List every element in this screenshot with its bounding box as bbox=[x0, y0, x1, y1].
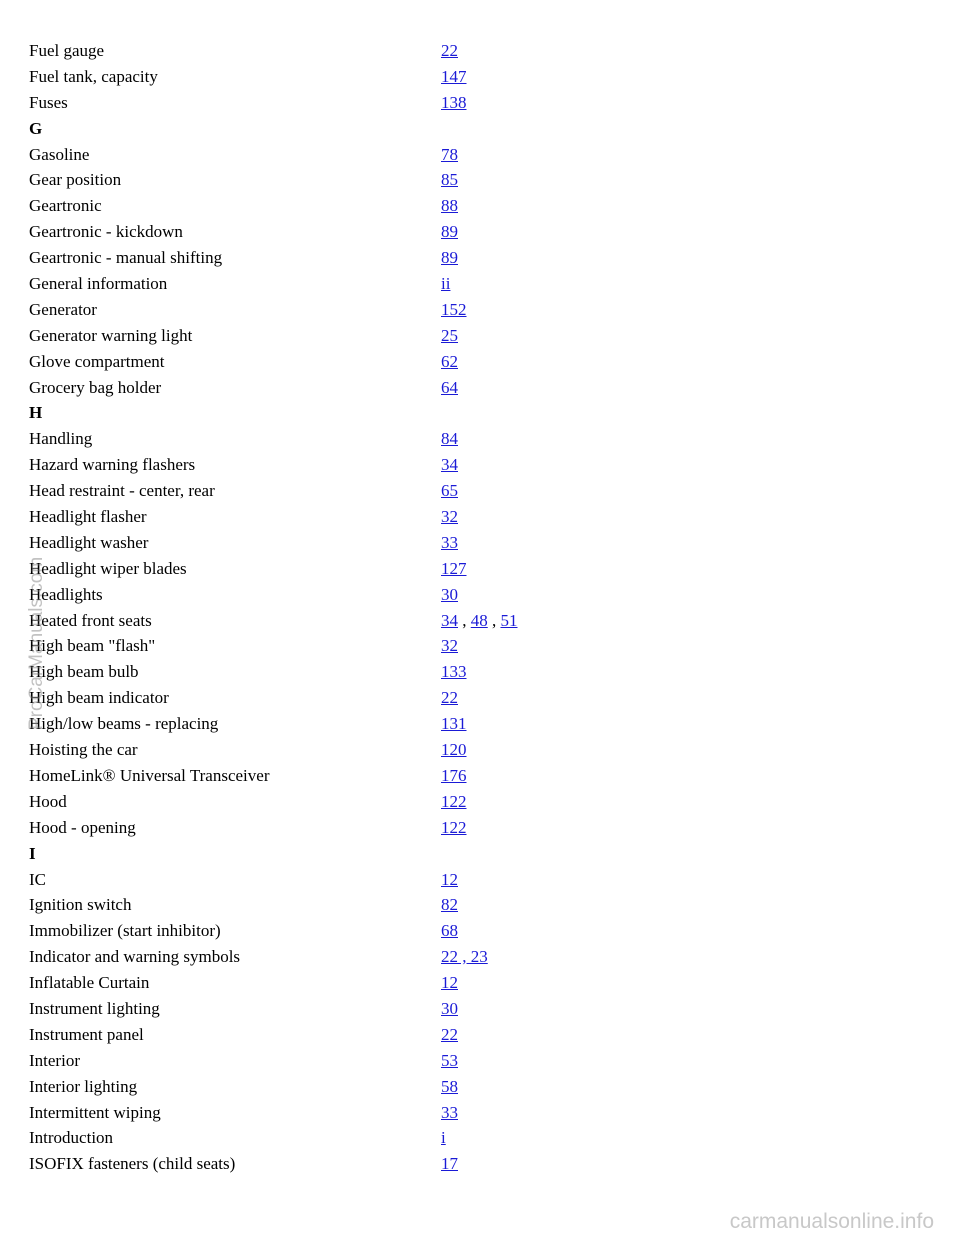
index-term: Handling bbox=[29, 429, 93, 449]
page-link[interactable]: 89 bbox=[441, 222, 458, 242]
index-term: Headlight washer bbox=[29, 532, 149, 552]
page-link[interactable]: 147 bbox=[441, 66, 467, 86]
page-separator: , bbox=[487, 610, 501, 630]
page-link[interactable]: 30 bbox=[441, 998, 458, 1018]
page-references bbox=[441, 892, 458, 918]
page-link[interactable]: 33 bbox=[441, 532, 458, 552]
page-references bbox=[441, 64, 467, 90]
index-term: Generator warning light bbox=[29, 325, 193, 345]
bottom-watermark: carmanualsonline.info bbox=[729, 1210, 934, 1233]
index-entry bbox=[29, 996, 929, 1022]
index-term: ISOFIX fasteners (child seats) bbox=[29, 1154, 236, 1174]
index-term: Gasoline bbox=[29, 144, 90, 164]
index-letter-heading bbox=[29, 400, 929, 426]
index-entry bbox=[29, 1074, 929, 1100]
page-link[interactable]: 58 bbox=[441, 1076, 458, 1096]
page-references bbox=[441, 271, 450, 297]
index-entry bbox=[29, 659, 929, 685]
index-term: Head restraint - center, rear bbox=[29, 481, 215, 501]
index-term: Indicator and warning symbols bbox=[29, 947, 241, 967]
page-references bbox=[441, 297, 467, 323]
index-term: Hazard warning flashers bbox=[29, 455, 196, 475]
page-link[interactable]: 34 bbox=[441, 455, 458, 475]
page-references bbox=[441, 685, 458, 711]
index-entry bbox=[29, 582, 929, 608]
page-link[interactable]: 32 bbox=[441, 636, 458, 656]
index-entry bbox=[29, 530, 929, 556]
index-term: Grocery bag holder bbox=[29, 377, 162, 397]
index-term: Geartronic - manual shifting bbox=[29, 248, 223, 268]
index-entry bbox=[29, 349, 929, 375]
index-term: High/low beams - replacing bbox=[29, 714, 219, 734]
index-term: Immobilizer (start inhibitor) bbox=[29, 921, 221, 941]
page-references bbox=[441, 1125, 446, 1151]
page-references bbox=[441, 608, 518, 634]
index-term: Headlights bbox=[29, 584, 103, 604]
page-references bbox=[441, 737, 467, 763]
page-link[interactable]: 127 bbox=[441, 558, 467, 578]
index-term: General information bbox=[29, 274, 168, 294]
page-references bbox=[441, 1151, 458, 1177]
index-entry bbox=[29, 245, 929, 271]
page-references bbox=[441, 193, 458, 219]
page-link[interactable]: 85 bbox=[441, 170, 458, 190]
page-references bbox=[441, 90, 467, 116]
index-term: Interior bbox=[29, 1050, 80, 1070]
page-references bbox=[441, 1022, 458, 1048]
page-link[interactable]: 12 bbox=[441, 869, 458, 889]
page-references bbox=[441, 944, 488, 970]
page-link[interactable]: 12 bbox=[441, 973, 458, 993]
index-term: High beam bulb bbox=[29, 662, 139, 682]
index-term: Introduction bbox=[29, 1128, 114, 1148]
index-entry bbox=[29, 90, 929, 116]
index-term: Fuel tank, capacity bbox=[29, 66, 158, 86]
page-references bbox=[441, 426, 458, 452]
page-references bbox=[441, 867, 458, 893]
index-entry bbox=[29, 815, 929, 841]
index-entry bbox=[29, 426, 929, 452]
page-link[interactable]: 65 bbox=[441, 481, 458, 501]
page-references bbox=[441, 556, 467, 582]
page-references bbox=[441, 970, 458, 996]
index-term: Heated front seats bbox=[29, 610, 152, 630]
page-link[interactable]: 53 bbox=[441, 1050, 458, 1070]
index-entry bbox=[29, 867, 929, 893]
page-link[interactable]: 48 bbox=[470, 610, 488, 630]
page-link[interactable]: 122 bbox=[441, 817, 467, 837]
index-entry bbox=[29, 64, 929, 90]
page-references bbox=[441, 375, 458, 401]
index-term: High beam indicator bbox=[29, 688, 169, 708]
page-references bbox=[441, 504, 458, 530]
index-term: Fuel gauge bbox=[29, 41, 105, 60]
page-references bbox=[441, 219, 458, 245]
index-entry bbox=[29, 167, 929, 193]
page-link[interactable]: 33 bbox=[441, 1102, 458, 1122]
index-term: Headlight wiper blades bbox=[29, 558, 187, 578]
index-letter-heading bbox=[29, 116, 929, 142]
page-references bbox=[441, 659, 467, 685]
index-entry bbox=[29, 297, 929, 323]
index-entry bbox=[29, 556, 929, 582]
page-references bbox=[441, 789, 467, 815]
index-entry bbox=[29, 918, 929, 944]
page-references bbox=[441, 349, 458, 375]
page-separator: , bbox=[458, 610, 471, 630]
page-references bbox=[441, 167, 458, 193]
index-entry bbox=[29, 711, 929, 737]
index-term: Headlight flasher bbox=[29, 507, 147, 527]
page-link[interactable]: 176 bbox=[441, 765, 467, 785]
page-link[interactable]: 30 bbox=[441, 584, 458, 604]
index-entry bbox=[29, 737, 929, 763]
page-link[interactable]: 22 bbox=[441, 1024, 458, 1044]
index-entry bbox=[29, 1151, 929, 1177]
index-entry bbox=[29, 1125, 929, 1151]
index-entry bbox=[29, 633, 929, 659]
letter-heading-label: G bbox=[29, 118, 43, 138]
page-references bbox=[441, 530, 458, 556]
index-entry bbox=[29, 1048, 929, 1074]
index-entry bbox=[29, 763, 929, 789]
index-term: Hood - opening bbox=[29, 817, 136, 837]
page-link[interactable]: 68 bbox=[441, 921, 458, 941]
index-term: Instrument lighting bbox=[29, 998, 160, 1018]
page-references bbox=[441, 1074, 458, 1100]
index-term: Glove compartment bbox=[29, 351, 165, 371]
letter-heading-label: H bbox=[29, 403, 43, 423]
page-references bbox=[441, 38, 458, 64]
page-references bbox=[441, 452, 458, 478]
index-entry bbox=[29, 142, 929, 168]
page-link[interactable]: 78 bbox=[441, 144, 458, 164]
page-references bbox=[441, 996, 458, 1022]
page-references bbox=[441, 633, 458, 659]
page-link[interactable]: 17 bbox=[441, 1154, 458, 1174]
index-term: Geartronic - kickdown bbox=[29, 222, 183, 242]
index-term: Intermittent wiping bbox=[29, 1102, 161, 1122]
index-entry bbox=[29, 789, 929, 815]
page-references bbox=[441, 711, 467, 737]
page-link[interactable]: 32 bbox=[441, 507, 458, 527]
side-watermark-text: ProCarManuals.com bbox=[26, 556, 47, 730]
index-letter-heading bbox=[29, 841, 929, 867]
index-entry bbox=[29, 1100, 929, 1126]
page-references bbox=[441, 1100, 458, 1126]
index-entry bbox=[29, 452, 929, 478]
index-entry bbox=[29, 478, 929, 504]
index-entry bbox=[29, 944, 929, 970]
page-link[interactable]: 138 bbox=[441, 92, 467, 112]
index-entry bbox=[29, 892, 929, 918]
index-entry bbox=[29, 193, 929, 219]
page-link[interactable]: 62 bbox=[441, 351, 458, 371]
index-term: Generator bbox=[29, 299, 97, 319]
index-term: HomeLink® Universal Transceiver bbox=[29, 765, 270, 785]
page-references bbox=[441, 918, 458, 944]
index-entry bbox=[29, 323, 929, 349]
page-link[interactable]: 22 , 23 bbox=[441, 947, 488, 967]
index-term: Ignition switch bbox=[29, 895, 132, 915]
page-link[interactable]: 120 bbox=[441, 740, 467, 760]
index-entry bbox=[29, 271, 929, 297]
page-link[interactable]: 131 bbox=[441, 714, 467, 734]
page-link[interactable]: 82 bbox=[441, 895, 458, 915]
page-references bbox=[441, 245, 458, 271]
index-entry bbox=[29, 1022, 929, 1048]
page-link[interactable]: 88 bbox=[441, 196, 458, 216]
page-references bbox=[441, 323, 458, 349]
page-link[interactable]: 34 bbox=[441, 610, 458, 630]
page-link[interactable]: 152 bbox=[441, 299, 467, 319]
page-references bbox=[441, 142, 458, 168]
page-link[interactable]: 122 bbox=[441, 791, 467, 811]
index-entry bbox=[29, 685, 929, 711]
index-entry bbox=[29, 504, 929, 530]
index-term: Geartronic bbox=[29, 196, 102, 216]
index-entry bbox=[29, 38, 929, 64]
index-term: Hood bbox=[29, 791, 67, 811]
index-term: IC bbox=[29, 869, 46, 889]
index-term: Inflatable Curtain bbox=[29, 973, 150, 993]
page-references bbox=[441, 763, 467, 789]
index-entry bbox=[29, 219, 929, 245]
page-references bbox=[441, 582, 458, 608]
index-entry bbox=[29, 608, 929, 634]
page-references bbox=[441, 1048, 458, 1074]
page-link[interactable]: 84 bbox=[441, 429, 458, 449]
page-references bbox=[441, 478, 458, 504]
index-term: Fuses bbox=[29, 92, 68, 112]
letter-heading-label: I bbox=[29, 843, 36, 863]
index-term: High beam "flash" bbox=[29, 636, 156, 656]
page-link[interactable]: 64 bbox=[441, 377, 458, 397]
page-link[interactable]: 25 bbox=[441, 325, 458, 345]
page-link[interactable]: i bbox=[441, 1128, 446, 1148]
index-term: Hoisting the car bbox=[29, 740, 138, 760]
page-link[interactable]: ii bbox=[441, 274, 451, 294]
index-term: Instrument panel bbox=[29, 1024, 144, 1044]
index-term: Interior lighting bbox=[29, 1076, 138, 1096]
index-entry bbox=[29, 375, 929, 401]
page-link[interactable]: 89 bbox=[441, 248, 458, 268]
page-link[interactable]: 22 bbox=[441, 688, 458, 708]
index-entry bbox=[29, 970, 929, 996]
page-references bbox=[441, 815, 467, 841]
page-link[interactable]: 22 bbox=[441, 41, 458, 60]
page-link[interactable]: 133 bbox=[441, 662, 467, 682]
index-term: Gear position bbox=[29, 170, 122, 190]
page-link[interactable]: 51 bbox=[500, 610, 518, 630]
index-list bbox=[29, 38, 929, 1177]
